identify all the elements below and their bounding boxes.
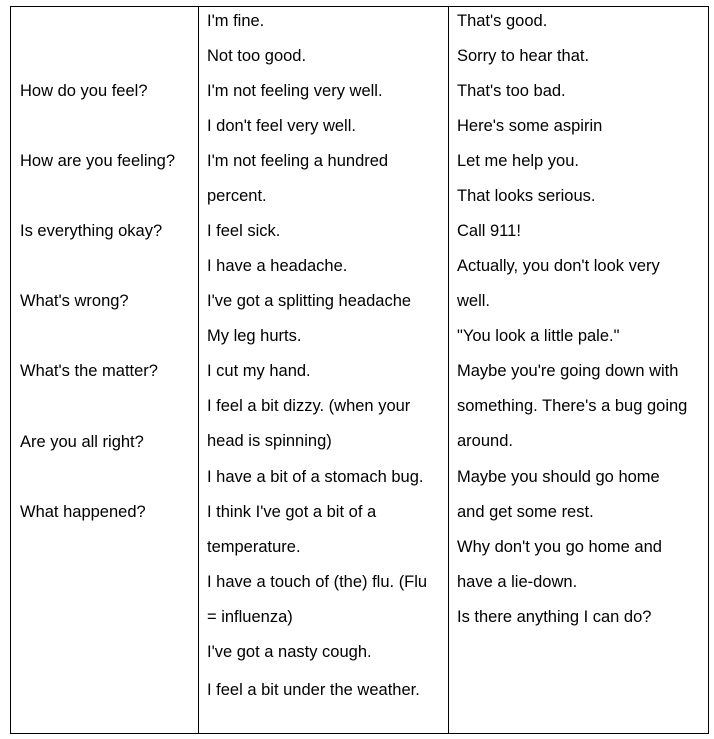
response-line: Sorry to hear that. (457, 47, 590, 65)
question-cell: Is everything okay? (20, 222, 163, 240)
answer-line: head is spinning) (207, 432, 332, 450)
response-line: Call 911! (457, 222, 521, 240)
question-cell: What happened? (20, 503, 146, 521)
response-line: Is there anything I can do? (457, 608, 652, 626)
response-line: Maybe you're going down with (457, 362, 679, 380)
answer-line: I feel a bit dizzy. (when your (207, 397, 411, 415)
response-line: That's good. (457, 12, 548, 30)
response-line: That looks serious. (457, 187, 596, 205)
answer-line: = influenza) (207, 608, 293, 626)
column-divider (448, 7, 449, 733)
question-cell: What's wrong? (20, 292, 129, 310)
response-line: well. (457, 292, 491, 310)
answer-line: I'm fine. (207, 12, 265, 30)
answer-line: I feel sick. (207, 222, 281, 240)
answer-line: I've got a nasty cough. (207, 643, 372, 661)
phrases-table (10, 6, 709, 734)
question-cell: What's the matter? (20, 362, 158, 380)
answer-line: I don't feel very well. (207, 117, 356, 135)
answer-line: Not too good. (207, 47, 307, 65)
answer-line: I feel a bit under the weather. (207, 681, 420, 699)
response-line: "You look a little pale." (457, 327, 620, 345)
response-line: That's too bad. (457, 82, 566, 100)
question-cell: How do you feel? (20, 82, 148, 100)
answer-line: I have a touch of (the) flu. (Flu (207, 573, 428, 591)
response-line: and get some rest. (457, 503, 594, 521)
answer-line: I have a bit of a stomach bug. (207, 468, 424, 486)
answer-line: My leg hurts. (207, 327, 302, 345)
response-line: Here's some aspirin (457, 117, 603, 135)
question-cell: How are you feeling? (20, 152, 176, 170)
answer-line: percent. (207, 187, 267, 205)
response-line: Maybe you should go home (457, 468, 660, 486)
response-line: have a lie-down. (457, 573, 578, 591)
answer-line: temperature. (207, 538, 301, 556)
response-line: Actually, you don't look very (457, 257, 660, 275)
answer-line: I have a headache. (207, 257, 348, 275)
response-line: around. (457, 432, 513, 450)
response-line: Why don't you go home and (457, 538, 662, 556)
response-line: something. There's a bug going (457, 397, 688, 415)
answer-line: I've got a splitting headache (207, 292, 412, 310)
question-cell: Are you all right? (20, 433, 144, 451)
column-divider (198, 7, 199, 733)
answer-line: I'm not feeling very well. (207, 82, 383, 100)
answer-line: I'm not feeling a hundred (207, 152, 389, 170)
answer-line: I cut my hand. (207, 362, 311, 380)
answer-line: I think I've got a bit of a (207, 503, 377, 521)
response-line: Let me help you. (457, 152, 579, 170)
